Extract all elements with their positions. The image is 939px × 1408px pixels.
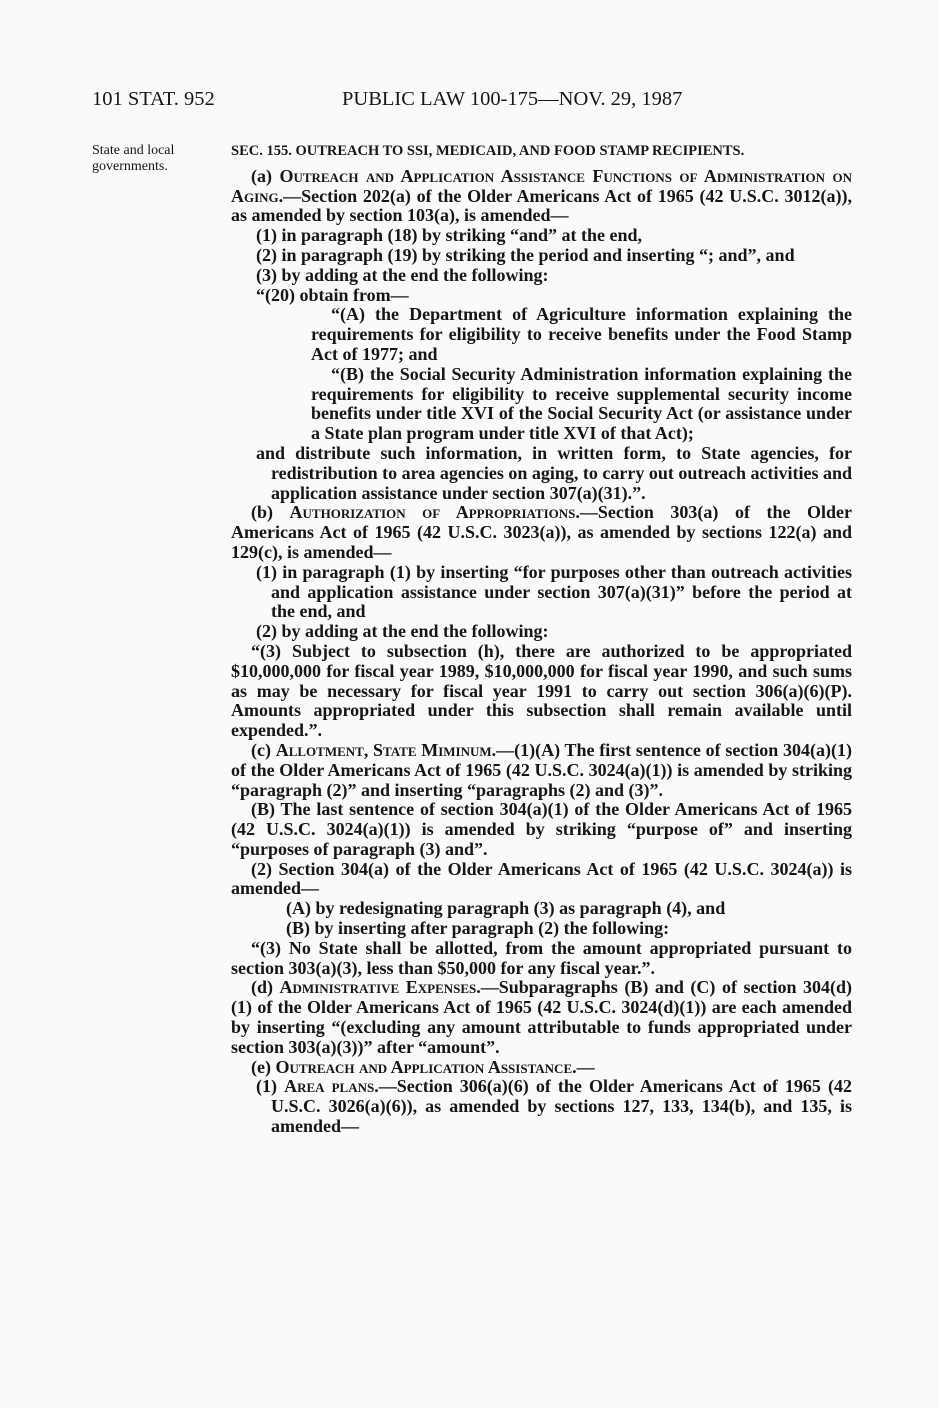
paragraph-a3-B: “(B) the Social Security Administration information explaining the requirements for eligibility to receive supplemental security income benefits under title XVI of the Social Security Act (or assistance under a State plan program under title XVI of that Act);: [311, 363, 852, 444]
paragraph-c2B: (B) by inserting after paragraph (2) the following:: [286, 918, 670, 939]
section-body: [231, 142, 852, 1137]
paragraph-e1: (1) Area plans.—Section 306(a)(6) of the Older Americans Act of 1965 (42 U.S.C. 3026(a)(6)), as amended by sections 127, 133, 134(b), and 135, is amended—: [256, 1076, 852, 1137]
paragraph-a1: (1) in paragraph (18) by striking “and” at the end,: [256, 225, 643, 246]
paragraph-b2: (2) by adding at the end the following:: [256, 621, 549, 642]
paragraph-a3-tail: and distribute such information, in written form, to State agencies, for redistribution to area agencies on aging, to carry out outreach activities and application assistance under section 307(a)(31).”.: [256, 442, 852, 503]
section-heading: SEC. 155. OUTREACH TO SSI, MEDICAID, AND FOOD STAMP RECIPIENTS.: [231, 143, 745, 159]
paragraph-a3: (3) by adding at the end the following:: [256, 264, 549, 285]
subsection-e: (e) Outreach and Application Assistance.—: [251, 1056, 595, 1077]
paragraph-c2A: (A) by redesignating paragraph (3) as paragraph (4), and: [286, 898, 726, 919]
paragraph-c2: (2) Section 304(a) of the Older Americans Act of 1965 (42 U.S.C. 3024(a)) is amended—: [231, 858, 852, 899]
paragraph-e1-caption: Area plans.: [284, 1076, 379, 1097]
paragraph-c1B: (B) The last sentence of section 304(a)(1) of the Older Americans Act of 1965 (42 U.S.C. 3024(a)(1)) is amended by striking “purpose of” and inserting “purposes of paragraph (3) and”.: [231, 799, 852, 859]
subsection-a-caption: Outreach and Application Assistance Functions of Administration on Aging.: [231, 165, 852, 206]
paragraph-b1: (1) in paragraph (1) by inserting “for purposes other than outreach activities and application assistance under section 307(a)(31)” before the period at the end, and: [256, 561, 852, 622]
paragraph-a3-20: “(20) obtain from—: [256, 284, 409, 305]
page-number: 101 STAT. 952: [92, 88, 215, 110]
subsection-b-caption: Authorization of Appropriations.: [289, 502, 580, 523]
paragraph-a2: (2) in paragraph (19) by striking the period and inserting “; and”, and: [256, 244, 795, 265]
subsection-d-caption: Administrative Expenses.: [279, 977, 481, 998]
subsection-e-caption: Outreach and Application Assistance.: [275, 1056, 577, 1077]
subsection-d: (d) Administrative Expenses.—Subparagraphs (B) and (C) of section 304(d)(1) of the Older Americans Act of 1965 (42 U.S.C. 3024(d)(1)) are each amended by inserting “(excluding any amount attributable to funds appropriated under section 303(a)(3))” after “amount”.: [231, 977, 852, 1057]
subsection-c-caption: Allotment, State Miminum.: [275, 739, 497, 760]
subsection-c: (c) Allotment, State Miminum.—(1)(A) The first sentence of section 304(a)(1) of the Older Americans Act of 1965 (42 U.S.C. 3024(a)(1)) is amended by striking “paragraph (2)” and inserting “paragraphs (2) and (3)”.: [231, 739, 853, 800]
page-header: [92, 88, 852, 118]
margin-note: State and local governments.: [92, 143, 175, 174]
subsection-b: (b) Authorization of Appropriations.—Section 303(a) of the Older Americans Act of 1965 (42 U.S.C. 3023(a)), as amended by sections 122(a) and 129(c), is amended—: [231, 502, 853, 562]
paragraph-c3: “(3) No State shall be allotted, from the amount appropriated pursuant to section 303(a)(3), less than $50,000 for any fiscal year.”.: [231, 937, 852, 978]
subsection-a: (a) Outreach and Application Assistance Functions of Administration on Aging.—Section 202(a) of the Older Americans Act of 1965 (42 U.S.C. 3012(a)), as amended by section 103(a), is amended—: [231, 165, 852, 226]
paragraph-b3: “(3) Subject to subsection (h), there are authorized to be appropriated $10,000,000 for fiscal year 1989, $10,000,000 for fiscal year 1990, and such sums as may be necessary for fiscal year 1991 to carry out section 306(a)(6)(P). Amounts appropriated under this subsection shall remain available until expended.”.: [231, 640, 852, 741]
running-title: PUBLIC LAW 100-175—NOV. 29, 1987: [342, 88, 683, 110]
paragraph-a3-A: “(A) the Department of Agriculture information explaining the requirements for eligibility to receive benefits under the Food Stamp Act of 1977; and: [311, 304, 852, 364]
